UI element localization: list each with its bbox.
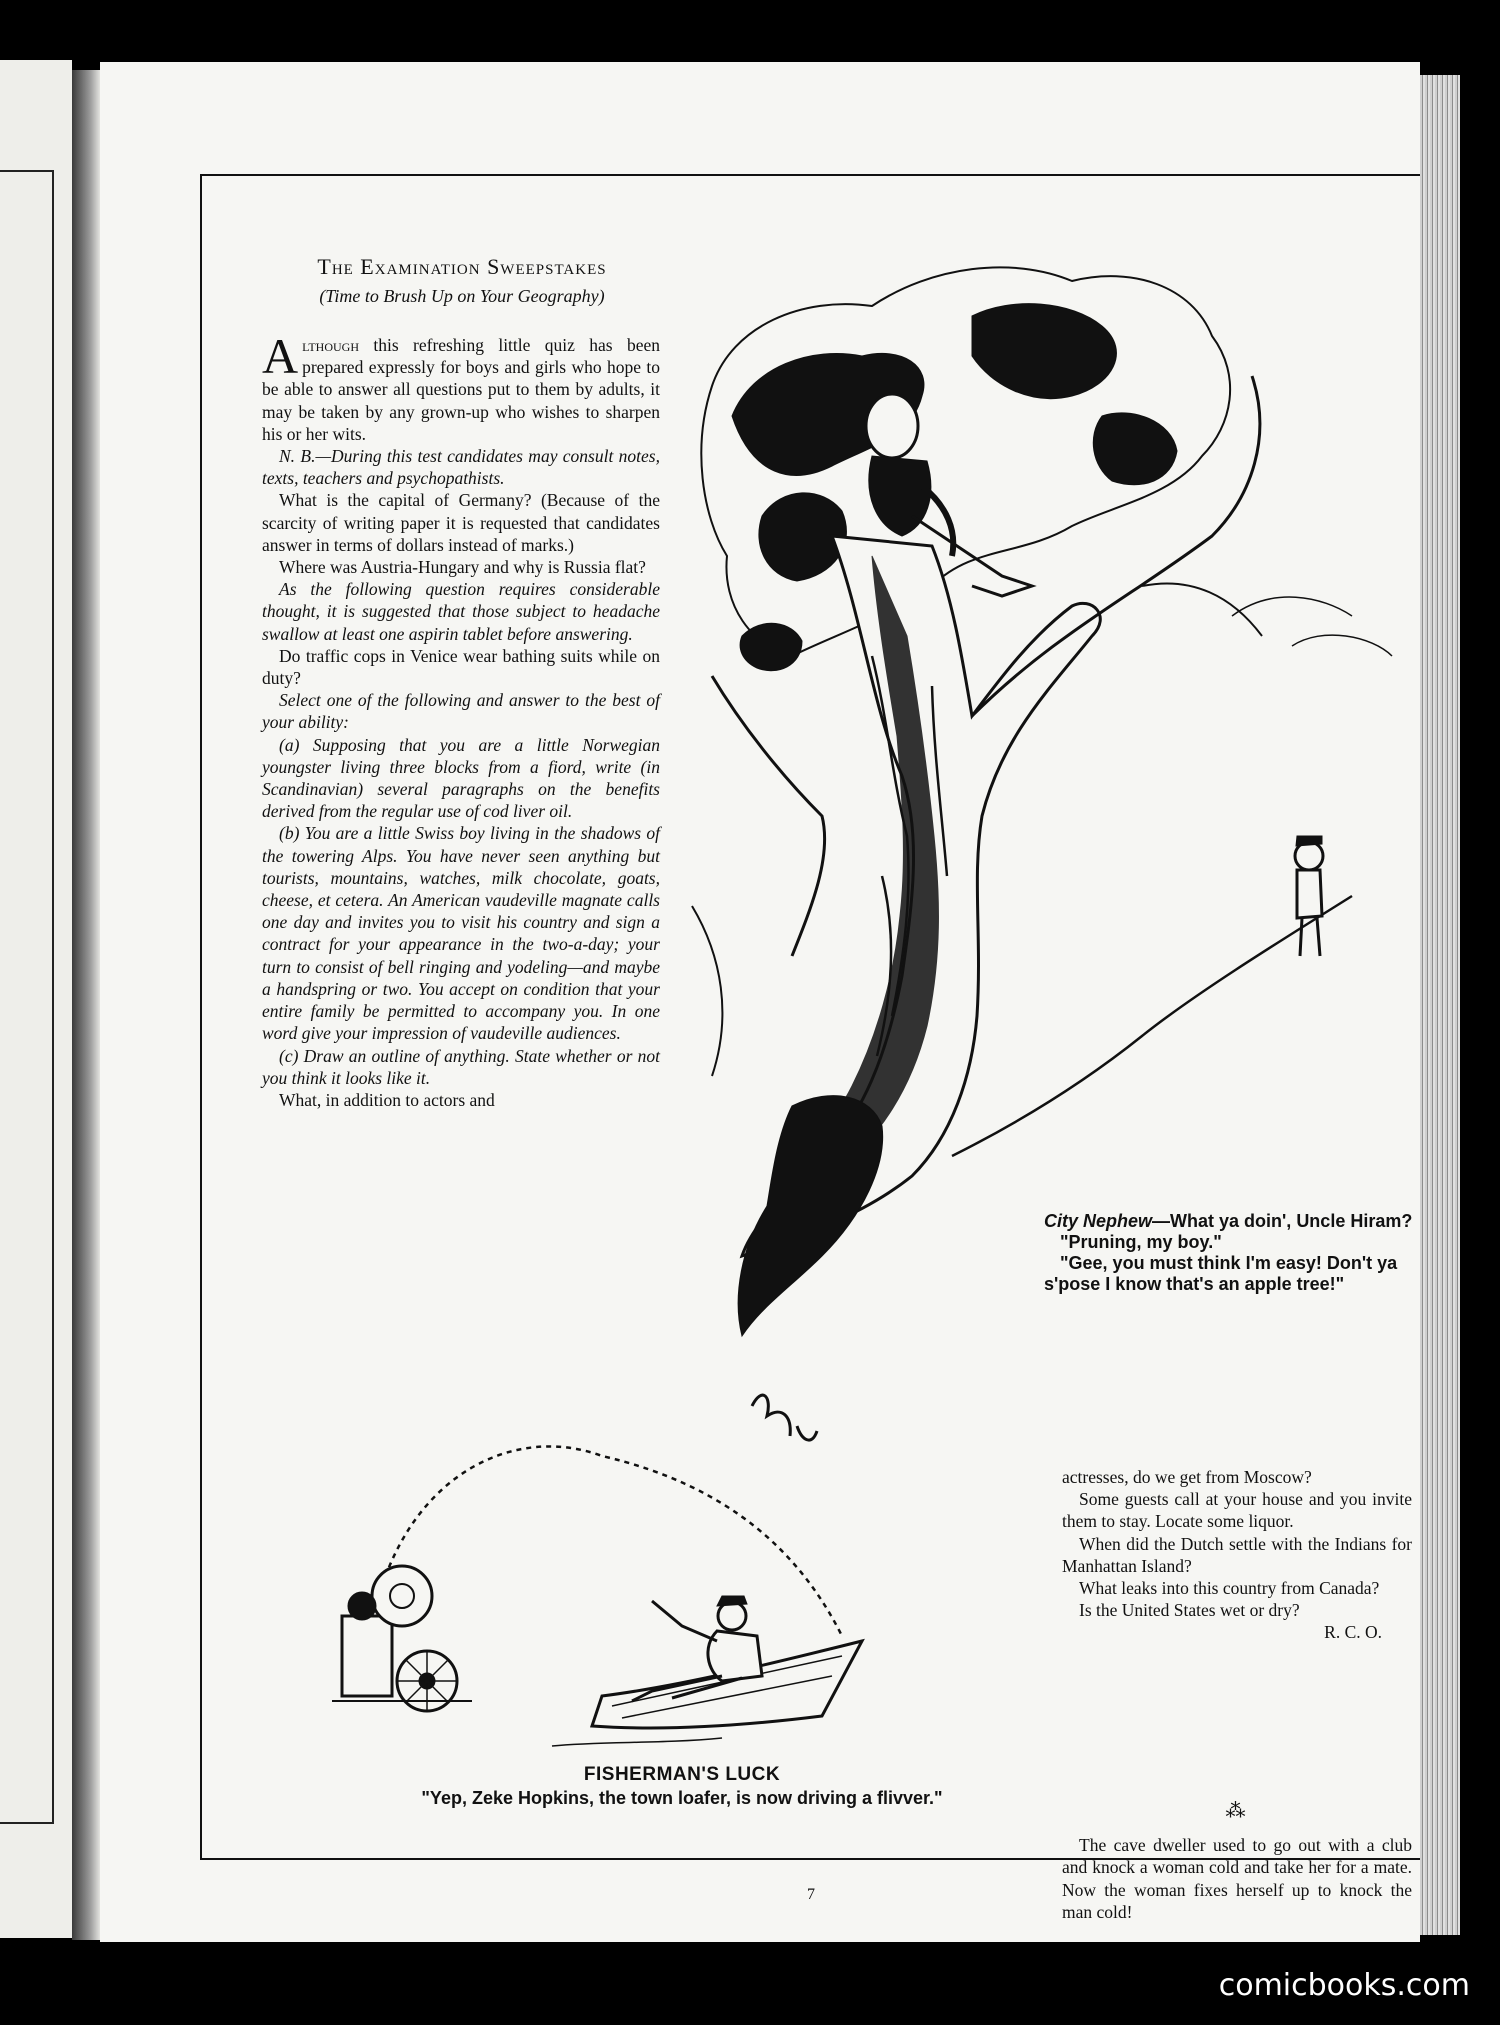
article-paragraph: As the following question requires considerable thought, it is suggested that those subject to headache swallow at least one aspirin tablet before answering.	[262, 579, 660, 644]
fisherman-cartoon-illustration	[302, 1426, 1042, 1756]
article-column-right	[1062, 1466, 1412, 1644]
page-border	[200, 174, 1422, 1922]
article-paragraph: What, in addition to actors and	[279, 1089, 495, 1110]
facing-page-border	[0, 170, 54, 1824]
filler-joke: The cave dweller used to go out with a club and knock a woman cold and take her for a mate. Now the woman fixes herself up to knock the man cold!	[1062, 1835, 1412, 1922]
book-gutter	[72, 70, 102, 1940]
article-paragraph: Although this refreshing little quiz has been prepared expressly for boys and girls who hope to be able to answer all questions put to them by adults, it may be taken by any grown-up who wishes to sharpen his or her wits.	[262, 328, 660, 444]
facing-page	[0, 60, 72, 1938]
caption-line: City Nephew—What ya doin', Uncle Hiram?	[1044, 1211, 1413, 1231]
article-paragraph: When did the Dutch settle with the Indians for Manhattan Island?	[1062, 1533, 1412, 1576]
tree-cartoon-caption	[1044, 1211, 1414, 1295]
tree-cartoon-illustration	[672, 256, 1412, 1486]
magazine-page	[100, 62, 1420, 1942]
article-paragraph: (b) You are a little Swiss boy living in the shadows of the towering Alps. You have never seen anything but tourists, mountains, watches, milk chocolate, goats, cheese, et cetera. An American vaudeville magnate calls one day and invites you to visit his country and sign a contract for your appearance in the two-a-day; your turn to consist of bell ringing and yodeling—and maybe a handspring or two. You accept on condition that your entire family be permitted to accompany you. In one word give your impression of vaudeville audiences.	[262, 823, 660, 1044]
article-paragraph: What is the capital of Germany? (Because of the scarcity of writing paper it is requested that candidates answer in terms of dollars instead of marks.)	[262, 490, 660, 555]
book-page-edges	[1420, 75, 1460, 1935]
page-number: 7	[807, 1886, 815, 1903]
article-paragraph: Is the United States wet or dry?	[1079, 1600, 1300, 1621]
article-paragraph: actresses, do we get from Moscow?	[1062, 1467, 1312, 1487]
caption-line: "Gee, you must think I'm easy! Don't ya s'pose I know that's an apple tree!"	[1044, 1253, 1398, 1294]
article-paragraph: Some guests call at your house and you invite them to stay. Locate some liquor.	[1062, 1489, 1412, 1532]
drop-cap: A	[262, 328, 299, 384]
article-column-left	[262, 328, 660, 1111]
article-paragraph: What leaks into this country from Canada?	[1079, 1578, 1380, 1599]
article-subtitle: (Time to Brush Up on Your Geography)	[319, 286, 605, 306]
article-paragraph: N. B.—During this test candidates may consult notes, texts, teachers and psychopathists.	[262, 446, 660, 489]
article-paragraph: Where was Austria-Hungary and why is Russia flat?	[279, 557, 646, 578]
article-paragraph: Do traffic cops in Venice wear bathing suits while on duty?	[262, 645, 660, 689]
article-paragraph: (c) Draw an outline of anything. State whether or not you think it looks like it.	[262, 1045, 660, 1088]
watermark: comicbooks.com	[1218, 1968, 1470, 2003]
caption-speaker: City Nephew	[1044, 1211, 1153, 1231]
article-header	[262, 254, 662, 307]
fisherman-cartoon-title: FISHERMAN'S LUCK	[583, 1764, 781, 1785]
article-paragraph: Select one of the following and answer to the best of your ability:	[262, 690, 660, 733]
caption-line: "Pruning, my boy."	[1060, 1232, 1222, 1252]
article-signature: R. C. O.	[1324, 1622, 1382, 1643]
fisherman-cartoon-caption	[372, 1764, 992, 1809]
fisherman-cartoon-quote: "Yep, Zeke Hopkins, the town loafer, is now driving a flivver."	[421, 1788, 943, 1808]
section-separator: ⁂	[1225, 1800, 1249, 1822]
article-paragraph: (a) Supposing that you are a little Norwegian youngster living three blocks from a fiord, write (in Scandinavian) several paragraphs on the benefits derived from the regular use of cod liver oil.	[262, 734, 660, 822]
article-title: The Examination Sweepstakes	[317, 254, 607, 279]
